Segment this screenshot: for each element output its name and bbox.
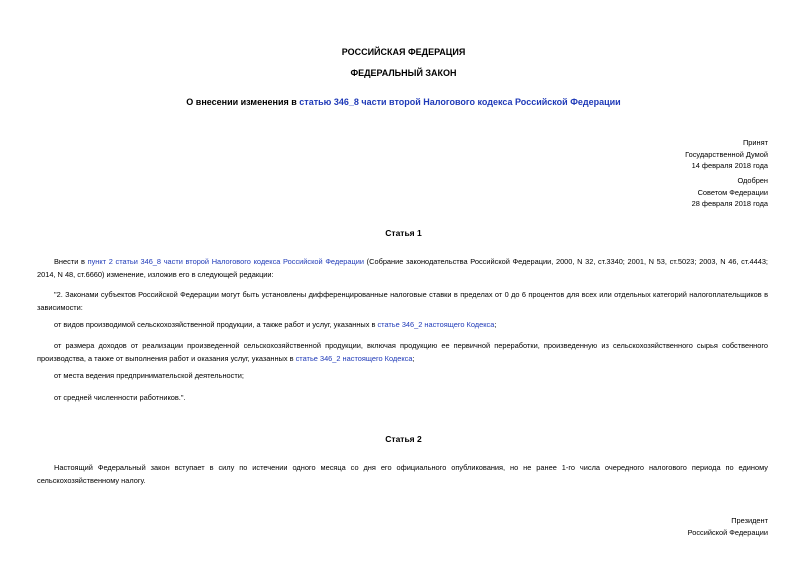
article-1-paragraph-3 — [37, 319, 768, 332]
article-1-paragraph-5: от места ведения предпринимательской деятельности; — [54, 371, 244, 380]
federation-heading: РОССИЙСКАЯ ФЕДЕРАЦИЯ — [341, 47, 466, 57]
article-2-text: Настоящий Федеральный закон вступает в силу по истечении одного месяца со дня его официального опубликования, но не ранее 1-го числа очередного налогового периода по единому сельскохозяйственному налогу. — [37, 463, 768, 485]
article-1-intro — [37, 256, 768, 281]
paragraph-3-suffix: ; — [494, 320, 497, 329]
signature-line-1: Президент — [731, 516, 768, 525]
law-title-prefix: О внесении изменения в — [186, 97, 300, 107]
approved-label: Одобрен — [737, 176, 768, 185]
signature-line-2: Российской Федерации — [687, 527, 768, 537]
article-1-title: Статья 1 — [385, 228, 422, 238]
article-1-intro-prefix: Внести в — [54, 257, 88, 266]
paragraph-4-suffix: ; — [412, 353, 415, 363]
law-title — [0, 97, 807, 108]
approved-block — [568, 175, 768, 210]
paragraph-4-link[interactable]: статье 346_2 настоящего Кодекса — [295, 353, 413, 363]
article-1-paragraph-2: "2. Законами субъектов Российской Федерации могут быть установлены дифференцированные налоговые ставки в пределах от 0 до 6 процентов для всех или отдельных категорий налогоплательщиков в зависимости: — [37, 290, 768, 312]
signature-block — [568, 515, 768, 538]
article-1-intro-suffix: (Собрание законодательства Российской Федерации, 2000, N 32, ст.3340; 2001, N 53, ст.5023; 2003, N 46, ст.4443; 2014, N 48, ст.6660) изменение, изложив его в следующей редакции: — [37, 257, 768, 279]
paragraph-4-prefix: от размера доходов от реализации произведенной сельскохозяйственной продукции, включая продукцию ее первичной переработки, произведенную из сельскохозяйственного сырья собственного производства, а также от выполнения работ и оказания услуг, указанных в — [37, 341, 768, 363]
article-1-paragraph-4 — [37, 340, 768, 365]
law-title-link[interactable]: статью 346_8 части второй Налогового кодекса Российской Федерации — [299, 97, 621, 107]
adopted-date: 14 февраля 2018 года — [691, 161, 768, 170]
paragraph-3-link[interactable]: статье 346_2 настоящего Кодекса — [377, 320, 495, 329]
adopted-by: Государственной Думой — [685, 149, 768, 159]
article-1-paragraph-6: от средней численности работников.". — [54, 393, 186, 402]
article-2-title: Статья 2 — [385, 434, 422, 444]
article-1-intro-link[interactable]: пункт 2 статьи 346_8 части второй Налогового кодекса Российской Федерации — [87, 257, 365, 266]
law-type-heading: ФЕДЕРАЛЬНЫЙ ЗАКОН — [350, 68, 457, 78]
adopted-label: Принят — [742, 138, 768, 147]
paragraph-3-prefix: от видов производимой сельскохозяйственной продукции, а также работ и услуг, указанных в — [54, 320, 378, 329]
approved-date: 28 февраля 2018 года — [691, 199, 768, 208]
approved-by: Советом Федерации — [697, 187, 768, 197]
adopted-block — [568, 137, 768, 172]
